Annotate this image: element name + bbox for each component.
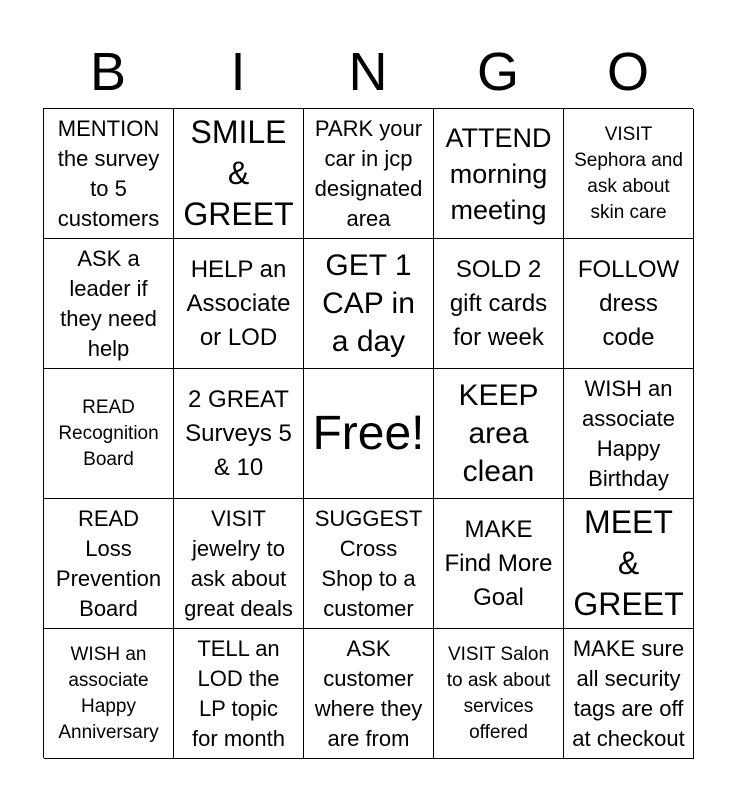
bingo-cell-i2[interactable]	[174, 239, 304, 369]
bingo-cell-o2[interactable]	[564, 239, 694, 369]
cell-text: SUGGEST Cross Shop to a customer	[314, 505, 423, 621]
bingo-cell-i4[interactable]	[174, 499, 304, 629]
bingo-cell-b3[interactable]	[44, 369, 174, 499]
bingo-card-grid	[43, 108, 693, 758]
bingo-cell-n4[interactable]	[304, 499, 434, 629]
bingo-header	[43, 36, 693, 108]
bingo-cell-o3[interactable]	[564, 369, 694, 499]
cell-text: TELL an LOD the LP topic for month	[192, 635, 285, 751]
bingo-cell-g5[interactable]	[434, 629, 564, 759]
bingo-cell-n5[interactable]	[304, 629, 434, 759]
bingo-cell-o1[interactable]	[564, 109, 694, 239]
cell-text: PARK your car in jcp designated area	[314, 115, 423, 231]
cell-text: FOLLOW dress code	[577, 255, 680, 351]
bingo-cell-n2[interactable]	[304, 239, 434, 369]
bingo-cell-n1[interactable]	[304, 109, 434, 239]
bingo-cell-b4[interactable]	[44, 499, 174, 629]
header-letter-o: O	[606, 42, 649, 102]
bingo-cell-i1[interactable]	[174, 109, 304, 239]
cell-text: VISIT jewelry to ask about great deals	[184, 505, 293, 621]
cell-text: SMILE & GREET	[183, 114, 294, 232]
cell-text: KEEP area clean	[458, 378, 539, 488]
cell-text: READ Loss Prevention Board	[55, 505, 162, 621]
bingo-cell-free[interactable]	[304, 369, 434, 499]
cell-text: VISIT Sephora and ask about skin care	[574, 123, 683, 223]
header-letter-b: B	[89, 42, 127, 102]
cell-text: HELP an Associate or LOD	[186, 255, 291, 351]
header-letter-n: N	[348, 42, 388, 102]
cell-text: SOLD 2 gift cards for week	[449, 255, 548, 351]
bingo-cell-o5[interactable]	[564, 629, 694, 759]
cell-text: GET 1 CAP in a day	[322, 248, 415, 358]
bingo-cell-o4[interactable]	[564, 499, 694, 629]
bingo-cell-i5[interactable]	[174, 629, 304, 759]
bingo-cell-g4[interactable]	[434, 499, 564, 629]
header-letter-i: I	[230, 42, 246, 102]
cell-text: WISH an associate Happy Birthday	[582, 375, 675, 491]
cell-text: ASK a leader if they need help	[60, 245, 157, 361]
bingo-cell-b1[interactable]	[44, 109, 174, 239]
bingo-cell-g1[interactable]	[434, 109, 564, 239]
bingo-cell-b5[interactable]	[44, 629, 174, 759]
cell-text: MAKE sure all security tags are off at checkout	[572, 635, 685, 751]
bingo-cell-g2[interactable]	[434, 239, 564, 369]
cell-text: ATTEND morning meeting	[445, 122, 552, 225]
bingo-cell-b2[interactable]	[44, 239, 174, 369]
cell-text: MENTION the survey to 5 customers	[57, 115, 160, 231]
cell-text: VISIT Salon to ask about services offered	[446, 643, 551, 743]
cell-text: WISH an associate Happy Anniversary	[58, 643, 159, 743]
free-space-text: Free!	[312, 406, 425, 460]
bingo-cell-i3[interactable]	[174, 369, 304, 499]
cell-text: ASK customer where they are from	[314, 635, 423, 751]
cell-text: READ Recognition Board	[58, 396, 159, 470]
cell-text: MAKE Find More Goal	[444, 515, 553, 611]
cell-text: 2 GREAT Surveys 5 & 10	[185, 385, 292, 481]
header-letter-g: G	[476, 42, 519, 102]
bingo-cell-g3[interactable]	[434, 369, 564, 499]
cell-text: MEET & GREET	[573, 504, 684, 622]
